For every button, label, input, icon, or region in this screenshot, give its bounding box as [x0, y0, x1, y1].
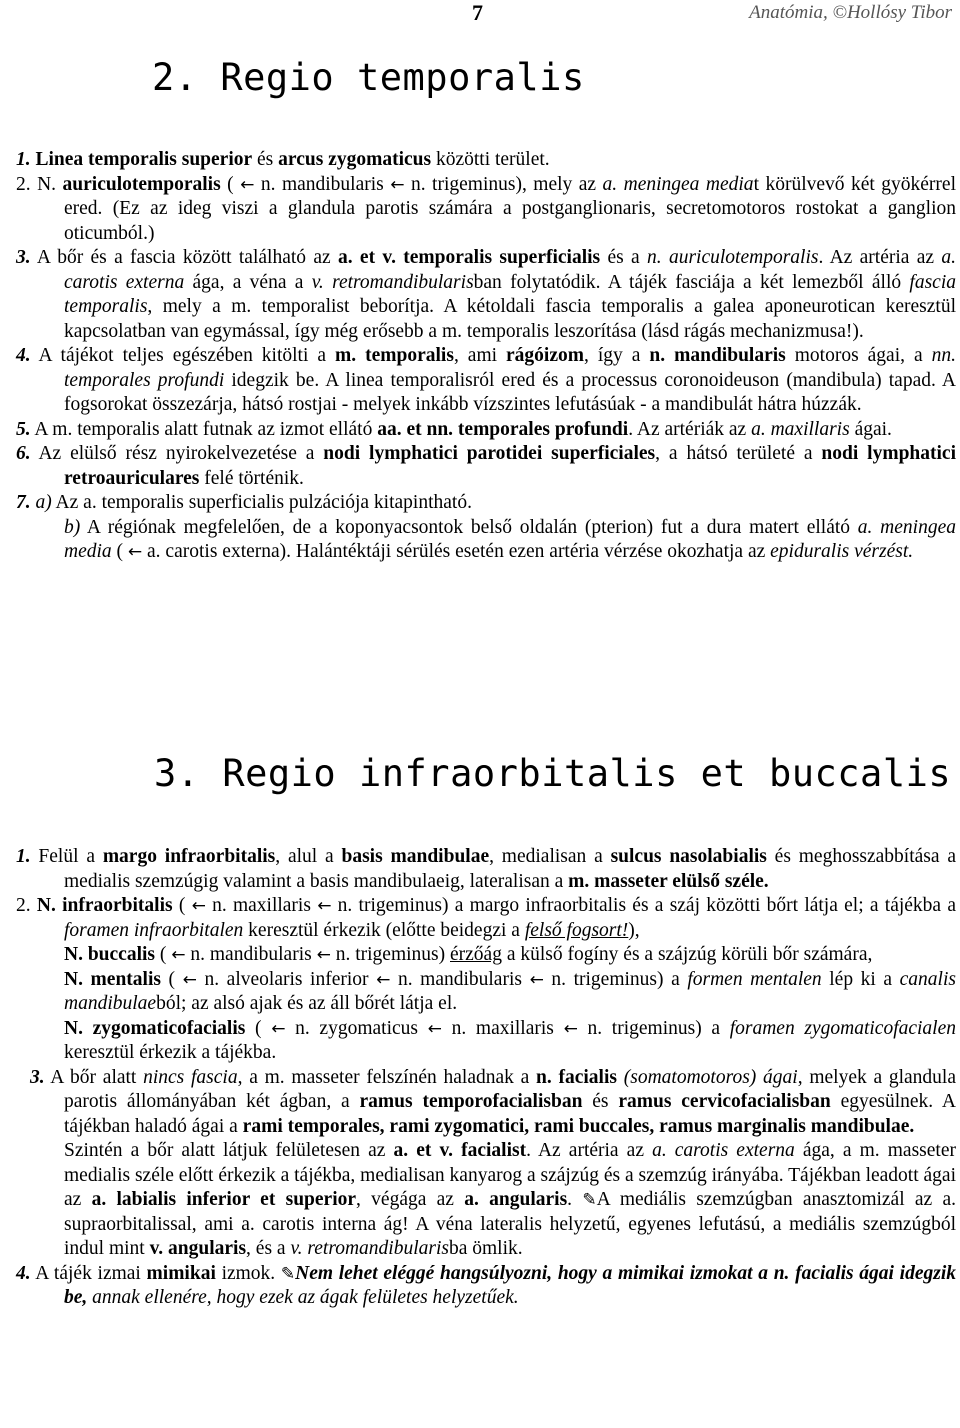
arrow-icon: ← — [182, 969, 197, 990]
arrow-icon: ← — [376, 969, 391, 990]
arrow-icon: ← — [191, 896, 206, 916]
arrow-icon: ← — [563, 1018, 578, 1039]
arrow-icon: ← — [171, 945, 186, 965]
arrow-icon: ← — [127, 542, 143, 562]
section-body-infraorbitalis: 1. Felül a margo infraorbitalis, alul a basis mandibulae, medialisan a sulcus nasolabialis és meghosszabbítása a medialis szemzúgig valamint a basis mandibulaeig, lateralisan a m. masseter elülső széle. 2. N. infraorbitalis ( ← n. maxillaris ← n. trigeminus) a margo infraorbitalis és a száj közötti bőrt látja el; a tájékba a foramen infraorbitalen keresztül érkezik (előtte beidegzi a felső fogsort!), N. buccalis ( ← n. mandibularis ← n. trigeminus) érzőág a külső fogíny és a szájzúg körüli bőr számára, N. mentalis ( ← n. alveolaris inferior ← n. mandibularis ← n. trigeminus) a formen mentalen lép ki a canalis mandibulaeból; az alsó ajak és az áll bőrét látja el. N. zygomaticofacialis ( ← n. zygomaticus ← n. maxillaris ← n. trigeminus) a foramen zygomaticofacialen keresztül érkezik a tájékba. 3. A bőr alatt nincs fascia, a m. masseter felszínén haladnak a n. facialis (somatomotoros) ágai, melyek a glandula parotis állományában két ágban, a ramus temporofacialisban és ramus cervicofacialisban egyesülnek. A tájékban haladó ágai a rami temporales, rami zygomatici, rami buccales, ramus marginalis mandibulae. Szintén a bőr alatt látjuk felületesen az a. et v. facialist. Az artéria az a. carotis externa ága, a m. masseter medialis széle előtt érkezik a tájékba, medialisan kanyarog a szájzúg és a szemzúg irányába. Tájékban leadott ágai az a. labialis inferior et superior, végága az a. angularis. ✎A mediális szemzúgban anasztomizál az a. supraorbitalissal, ami a. carotis interna ág! A véna lateralis helyzetű, egyenes lefutású, a mediális szemzúgból indul mint v. angularis, és a v. retromandibularisba ömlik. 4. A tájék izmai mimikai izmok. ✎Nem lehet eléggé hangsúlyozni, hogy a mimikai izmokat a n. facialis ágai idegzik be, annak ellenére, hogy ezek az ágak felületes helyzetűek. — [16, 846, 957, 1308]
pencil-icon: ✎ — [280, 1263, 296, 1284]
page-number: 7 — [472, 0, 483, 25]
section-body-temporalis: 1. Linea temporalis superior és arcus zygomaticus közötti terület. 2. N. auriculotemporalis ( ← n. mandibularis ← n. trigeminus), mely az a. meningea mediat körülvevő két gyökérrel ered. (Ez az ideg viszi a glandula parotis számára a postganglionaris, secretomotoros rostokat a ganglion oticumból.) 3. A bőr és a fascia között található az a. et v. temporalis superficialis és a n. auriculotemporalis. Az artéria az a. carotis externa ága, a véna a v. retromandibularisban folytatódik. A tájék fasciája a két lemezből álló fascia temporalis, mely a m. temporalist beborítja. A kétoldali fascia temporalis a galea aponeurotican keresztül kapcsolatban van egymással, így még erősebb a m. temporalis leszorítása (lásd rágás mechanizmusa!). 4. A tájékot teljes egészében kitölti a m. temporalis, ami rágóizom, így a n. mandibularis motoros ágai, a nn. temporales profundi idegzik be. A linea temporalisról ered és a processus coronoideuson (mandibula) tapad. A fogsorokat összezárja, hátsó rostjai - melyek inkább vízszintes lefutásúak - a mandibulát hátra húzzák. 5. A m. temporalis alatt futnak az izmot ellátó aa. et nn. temporales profundi. Az artériák az a. maxillaris ágai. 6. Az elülső rész nyirokelvezetése a nodi lymphatici parotidei superficiales, a hátsó területé a nodi lymphatici retroauriculares felé történik. 7. a) Az a. temporalis superficialis pulzációja kitapintható. b) A régiónak megfelelően, de a koponyacsontok belső oldalán (pterion) fut a dura matert ellátó a. meningea media ( ← a. carotis externa). Halántéktáji sérülés esetén ezen artéria vérzése okozhatja az epiduralis vérzést. — [16, 149, 957, 562]
arrow-icon: ← — [271, 1018, 286, 1039]
arrow-icon: ← — [427, 1018, 442, 1039]
arrow-icon: ← — [316, 945, 331, 965]
arrow-icon: ← — [390, 174, 405, 195]
section-title-infraorbitalis: 3. Regio infraorbitalis et buccalis — [154, 752, 952, 795]
arrow-icon: ← — [240, 174, 255, 195]
arrow-icon: ← — [529, 969, 544, 990]
page-credit: Anatómia, ©Hollósy Tibor — [749, 2, 952, 23]
pencil-icon: ✎ — [582, 1190, 597, 1210]
arrow-icon: ← — [317, 896, 332, 916]
section-title-temporalis: 2. Regio temporalis — [152, 56, 585, 99]
